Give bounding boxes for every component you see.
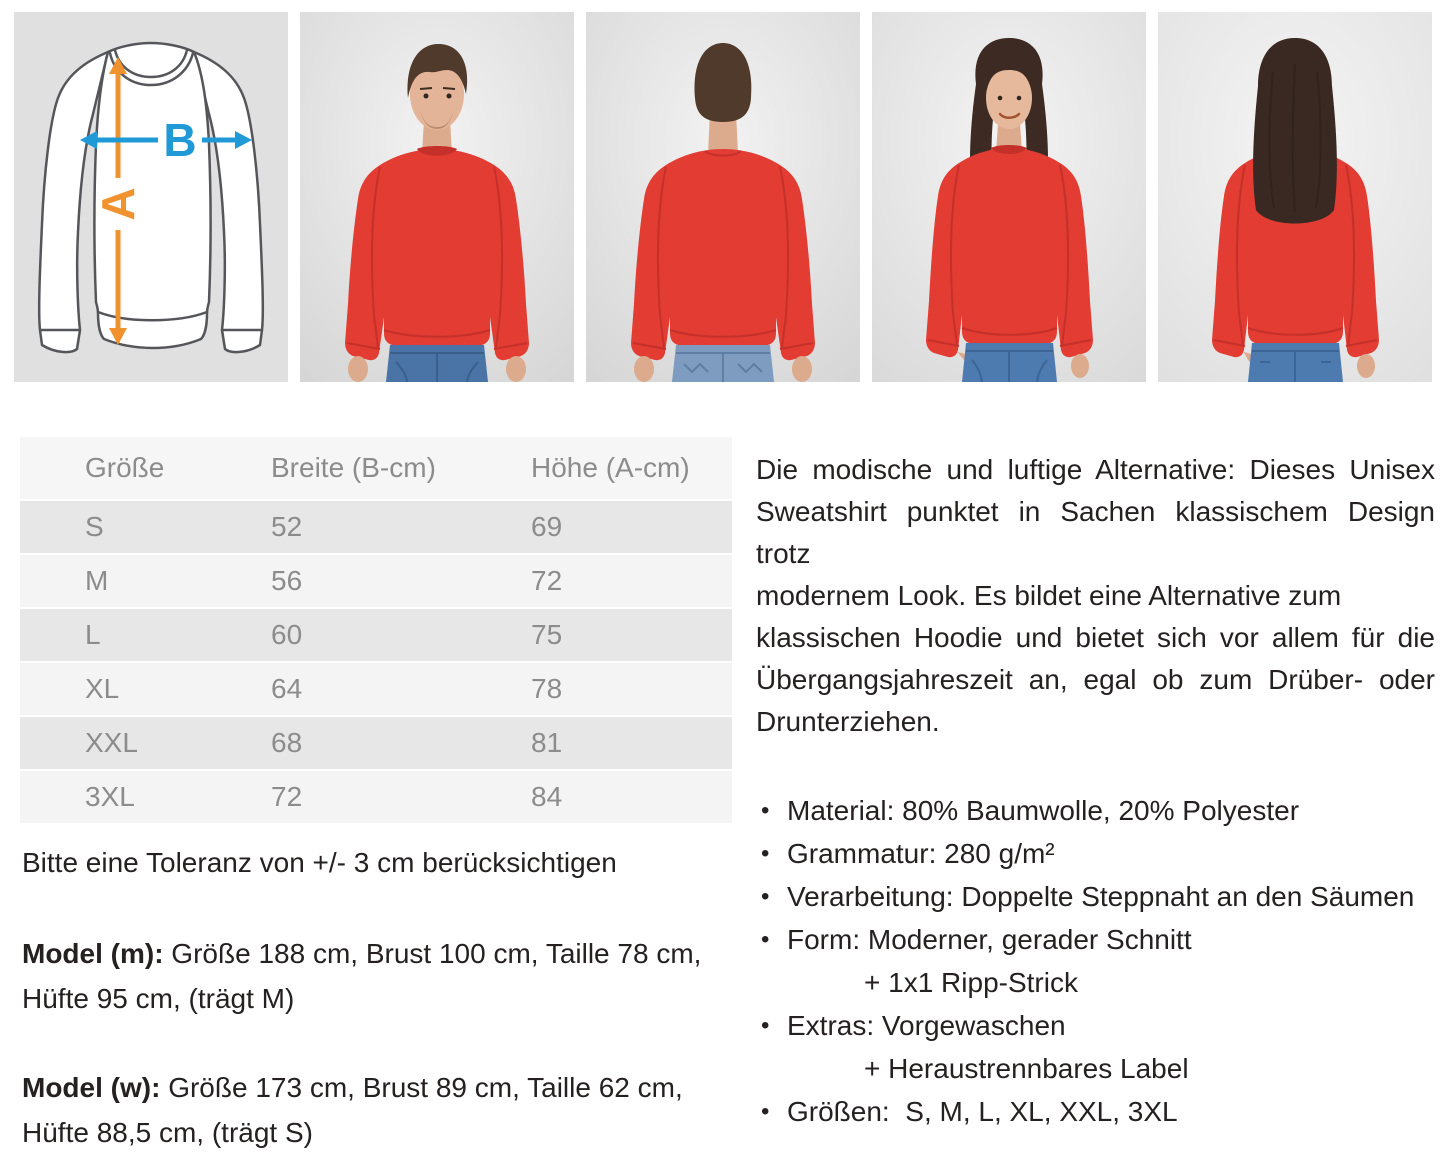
- diagram-label-a: A: [92, 187, 144, 221]
- size-table-row: [20, 608, 732, 662]
- male-front-illustration: [300, 12, 574, 382]
- size-table-cell: 81: [530, 716, 732, 770]
- column-header-groesse: Größe: [20, 437, 270, 500]
- size-table-cell: 60: [270, 608, 530, 662]
- size-table-cell: 75: [530, 608, 732, 662]
- size-table-cell: 72: [530, 554, 732, 608]
- feature-item: • Material: 80% Baumwolle, 20% Polyester: [756, 789, 1435, 832]
- size-table-body: [20, 500, 732, 824]
- size-table-cell: 69: [530, 500, 732, 554]
- model-m-info: [22, 931, 732, 1021]
- size-table-cell: S: [20, 500, 270, 554]
- female-back-illustration: [1158, 12, 1432, 382]
- size-diagram-image: [14, 12, 288, 382]
- size-table-cell: 64: [270, 662, 530, 716]
- feature-item-continuation: + Heraustrennbares Label: [864, 1053, 1189, 1084]
- photo-male-back: [586, 12, 860, 382]
- feature-item: • Größen: S, M, L, XL, XXL, 3XL: [756, 1090, 1435, 1133]
- model-w-measurements-line2: Hüfte 88,5 cm, (trägt S): [22, 1117, 313, 1148]
- product-image-gallery: [0, 0, 1445, 382]
- size-table-cell: M: [20, 554, 270, 608]
- description-line: klassischen Hoodie und bietet sich vor allem für die: [756, 622, 1435, 653]
- size-table-row: [20, 500, 732, 554]
- sweatshirt-measurement-diagram: [14, 12, 288, 382]
- feature-item: • Extras: Vorgewaschen: [756, 1004, 1435, 1047]
- photo-female-back: [1158, 12, 1432, 382]
- size-table-cell: 52: [270, 500, 530, 554]
- feature-list: [756, 789, 1435, 1133]
- size-table-cell: 84: [530, 770, 732, 824]
- female-front-illustration: [872, 12, 1146, 382]
- size-table-cell: XL: [20, 662, 270, 716]
- product-info-content: [0, 437, 1445, 1155]
- model-m-measurements-line2: Hüfte 95 cm, (trägt M): [22, 983, 295, 1014]
- size-table-header-row: [20, 437, 732, 500]
- size-table-cell: XXL: [20, 716, 270, 770]
- description-line: Sweatshirt punktet in Sachen klassischem Design trotz: [756, 496, 1435, 569]
- tolerance-note: Bitte eine Toleranz von +/- 3 cm berücksichtigen: [22, 847, 617, 878]
- photo-male-front: [300, 12, 574, 382]
- description-line: modernem Look. Es bildet eine Alternative zum: [756, 580, 1342, 611]
- model-w-label: Model (w):: [22, 1072, 161, 1103]
- diagram-label-b: B: [163, 114, 197, 166]
- product-description: [756, 449, 1435, 743]
- size-table-cell: 3XL: [20, 770, 270, 824]
- column-header-breite: Breite (B-cm): [270, 437, 530, 500]
- column-header-hoehe: Höhe (A-cm): [530, 437, 732, 500]
- size-table-row: [20, 716, 732, 770]
- size-table-row: [20, 770, 732, 824]
- feature-item: • Verarbeitung: Doppelte Steppnaht an den Säumen: [756, 875, 1435, 918]
- male-back-illustration: [586, 12, 860, 382]
- model-w-measurements-line1: Größe 173 cm, Brust 89 cm, Taille 62 cm,: [160, 1072, 683, 1103]
- feature-item: • Form: Moderner, gerader Schnitt: [756, 918, 1435, 961]
- feature-item: • Grammatur: 280 g/m²: [756, 832, 1435, 875]
- size-table-cell: 72: [270, 770, 530, 824]
- feature-item-continuation: + 1x1 Ripp-Strick: [864, 967, 1078, 998]
- size-table-cell: 56: [270, 554, 530, 608]
- description-line: Die modische und luftige Alternative: Dieses Unisex: [756, 454, 1435, 485]
- size-table-row: [20, 662, 732, 716]
- size-table-cell: 78: [530, 662, 732, 716]
- size-info-column: [20, 437, 732, 1155]
- size-table-cell: L: [20, 608, 270, 662]
- size-table-cell: 68: [270, 716, 530, 770]
- description-line: Drunterziehen.: [756, 706, 940, 737]
- size-table-row: [20, 554, 732, 608]
- model-w-info: [22, 1065, 732, 1155]
- description-line: Übergangsjahreszeit an, egal ob zum Drüber- oder: [756, 664, 1435, 695]
- photo-female-front: [872, 12, 1146, 382]
- model-m-measurements-line1: Größe 188 cm, Brust 100 cm, Taille 78 cm,: [163, 938, 702, 969]
- size-table: [20, 437, 732, 825]
- model-m-label: Model (m):: [22, 938, 164, 969]
- description-column: [756, 437, 1435, 1155]
